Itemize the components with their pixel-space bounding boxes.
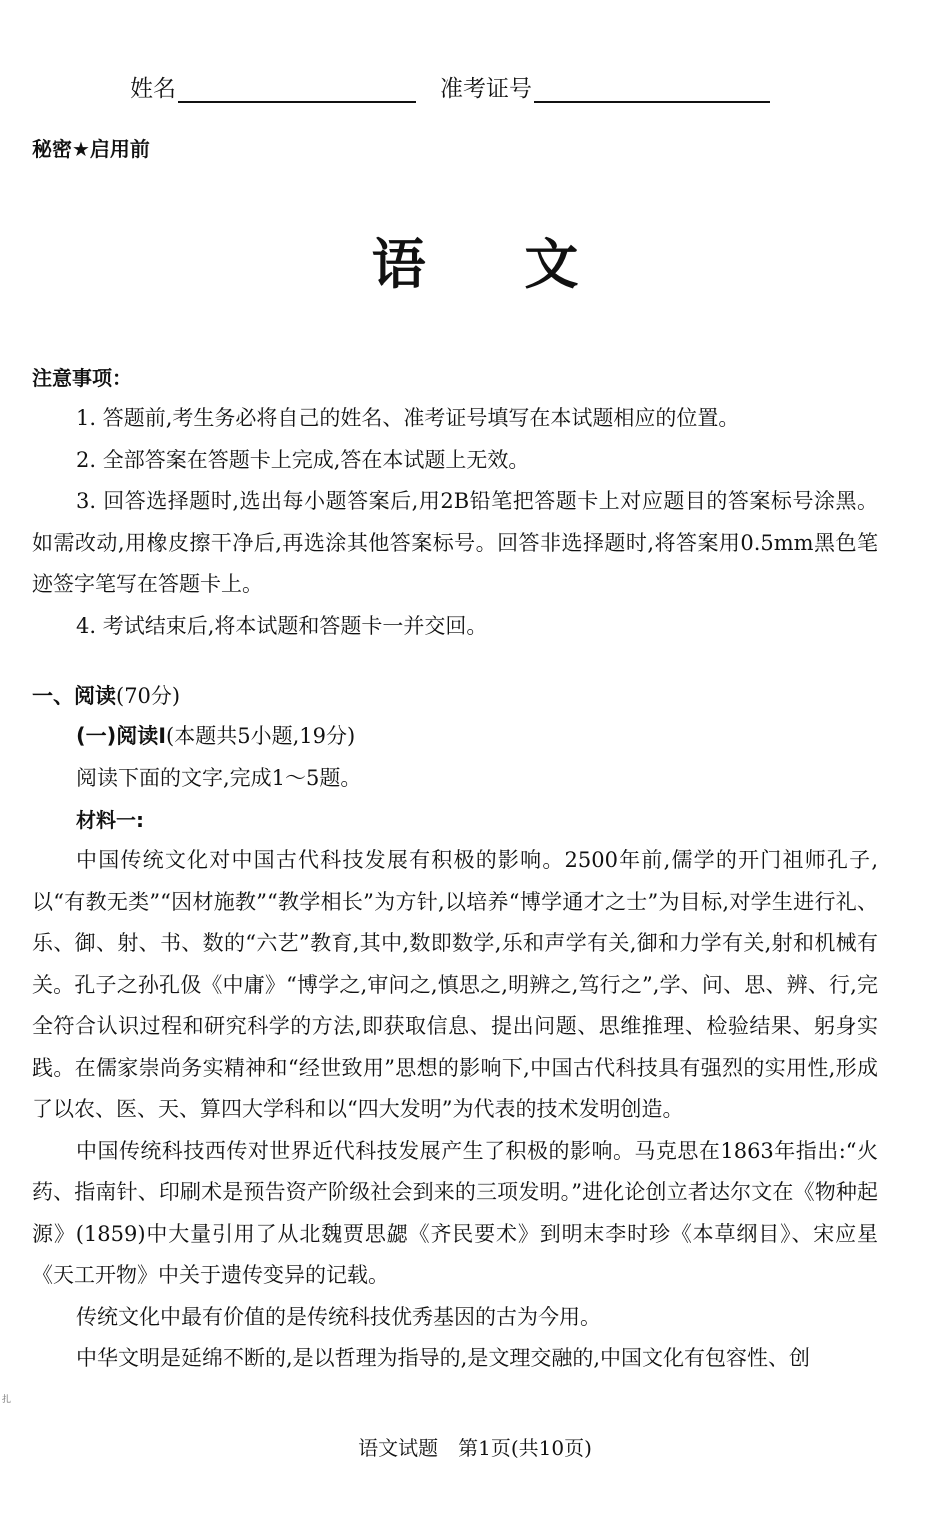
instruction: 阅读下面的文字,完成1～5题。 — [76, 766, 362, 790]
section-score: (70分) — [116, 684, 181, 708]
margin-mark: 扎 — [2, 1395, 12, 1405]
passage-paragraph: 中国传统文化对中国古代科技发展有积极的影响。2500年前,儒学的开门祖师孔子,以“有教无类”“因材施教”“教学相长”为方针,以培养“博学通才之士”为目标,对学生进行礼、乐、御、射、书、数的“六艺”教育,其中,数即数学,乐和声学有关,御和力学有关,射和机械有关。孔子之孙孔伋《中庸》“博学之,审问之,慎思之,明辨之,笃行之”,学、问、思、辨、行,完全符合认识过程和研究科学的方法,即获取信息、提出问题、思维推理、检验结果、躬身实践。在儒家崇尚务实精神和“经世致用”思想的影响下,中国古代科技具有强烈的实用性,形成了以农、医、天、算四大学科和以“四大发明”为代表的技术发明创造。 — [32, 848, 878, 1121]
passage-paragraph: 中华文明是延绵不断的,是以哲理为指导的,是文理交融的,中国文化有包容性、创 — [76, 1346, 811, 1370]
confidential-label: 秘密★启用前 — [32, 137, 150, 161]
notes-heading: 注意事项： — [32, 366, 132, 390]
note-item: 2. 全部答案在答题卡上完成,答在本试题上无效。 — [76, 447, 530, 472]
name-label: 姓名 — [130, 76, 176, 102]
id-blank — [534, 77, 770, 103]
part-score: (本题共5小题,19分) — [166, 724, 356, 748]
page-footer: 语文试题 第1页(共10页) — [358, 1436, 592, 1460]
note-item: 3. 回答选择题时,选出每小题答案后,用2B铅笔把答题卡上对应题目的答案标号涂黑。如需改动,用橡皮擦干净后,再选涂其他答案标号。回答非选择题时,将答案用0.5mm黑色笔迹签字笔写在答题卡上。 — [32, 489, 878, 596]
section-title: 一、阅读 — [32, 684, 116, 708]
note-item: 4. 考试结束后,将本试题和答题卡一并交回。 — [76, 613, 488, 638]
passage-paragraph: 中国传统科技西传对世界近代科技发展产生了积极的影响。马克思在1863年指出:“火药、指南针、印刷术是预告资产阶级社会到来的三项发明。”进化论创立者达尔文在《物种起源》(1859)中大量引用了从北魏贾思勰《齐民要术》到明末李时珍《本草纲目》、宋应星《天工开物》中关于遗传变异的记载。 — [32, 1138, 878, 1287]
passage — [32, 840, 878, 1380]
notes-list — [32, 398, 878, 647]
candidate-info-line — [130, 70, 770, 103]
exam-title: 语 文 — [371, 232, 619, 296]
part-heading — [76, 720, 355, 750]
passage-paragraph: 传统文化中最有价值的是传统科技优秀基因的古为今用。 — [76, 1304, 601, 1329]
material-label: 材料一: — [76, 808, 144, 832]
name-blank — [178, 77, 416, 103]
part-title: (一)阅读Ⅰ — [76, 724, 167, 748]
id-label: 准考证号 — [440, 76, 532, 102]
section-heading — [32, 680, 180, 710]
note-item: 1. 答题前,考生务必将自己的姓名、准考证号填写在本试题相应的位置。 — [76, 406, 740, 430]
